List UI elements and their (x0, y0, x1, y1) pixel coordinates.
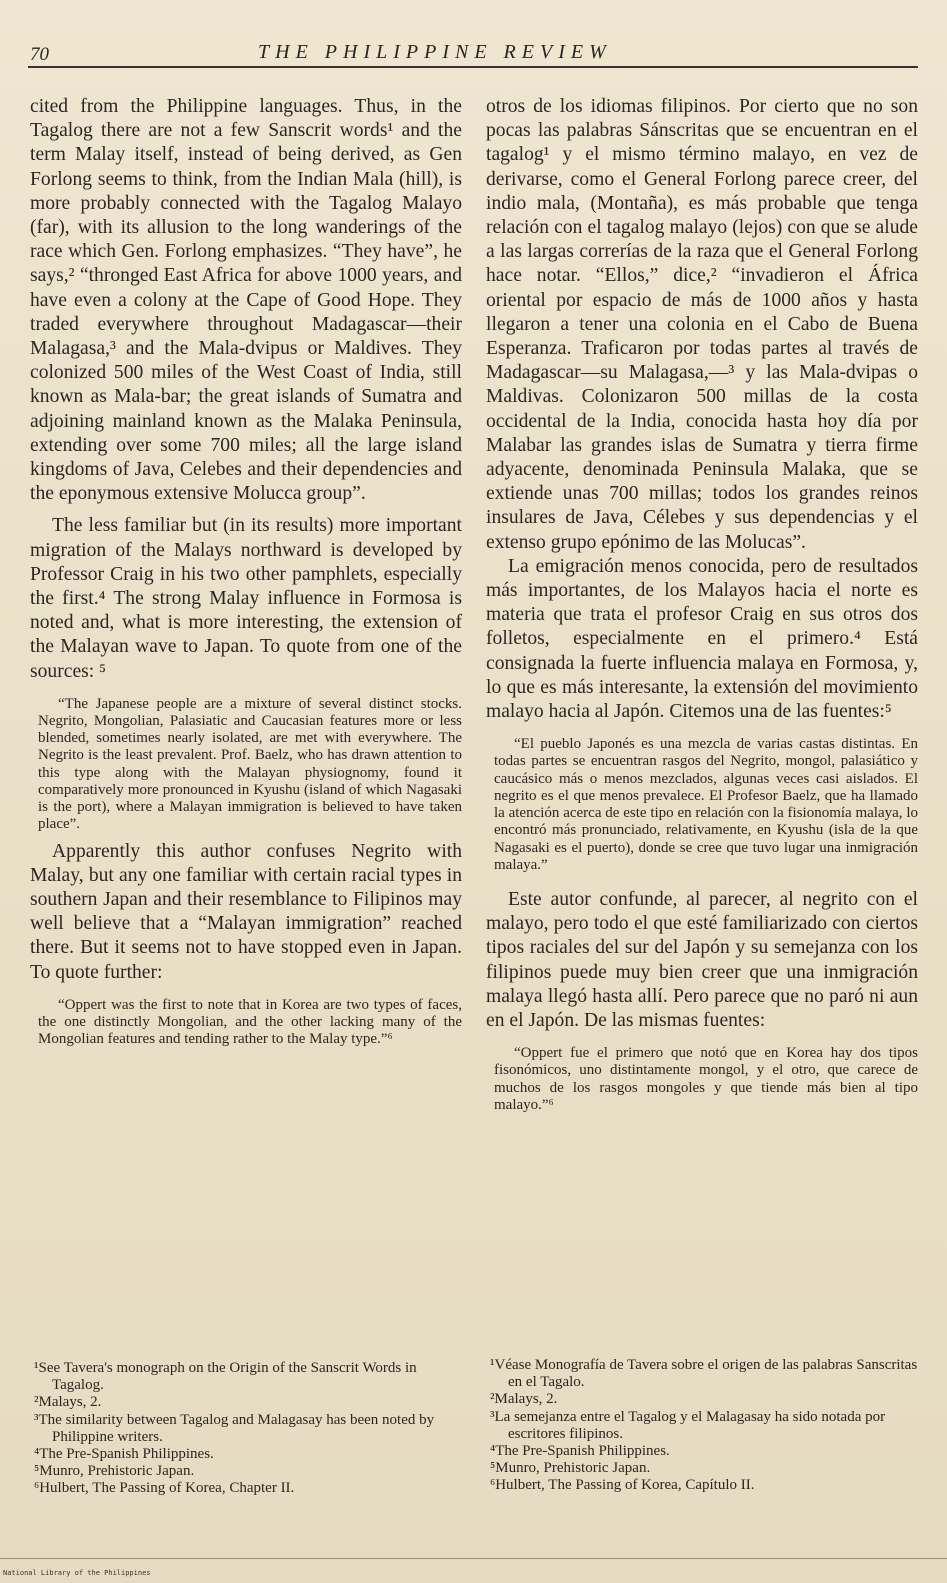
footnote: ⁴The Pre-Spanish Philippines. (490, 1443, 670, 1460)
footnote: ²Malays, 2. (490, 1391, 558, 1408)
english-quote-2: “Oppert was the first to note that in Korea are two types of faces, the one distinctly Mongolian, and the other lacking many of the Mongolian features and tending rather to the Malay type.”⁶ (38, 996, 462, 1048)
footnote: ¹Véase Monografía de Tavera sobre el origen de las palabras Sanscritas en el Tagalo. (490, 1357, 918, 1391)
spanish-paragraph-1: otros de los idiomas filipinos. Por cierto que no son pocas las palabras Sánscritas que se encuentran en el tagalog¹ y el mismo término malayo, en vez de derivarse, como el General Forlong parece creer, del indio mala, (Montaña), es más probable que tenga relación con el tagalog malayo (lejos) con que se alude a las largas correrías de la raza que el General Forlong hace notar. “Ellos,” dice,² “invadieron el África oriental por espacio de más de 1000 años y hasta llegaron a tener una colonia en el Cabo de Buena Esperanza. Traficaron por todas partes al través de Madagascar—su Malagasa,—³ y las Mala-dvipas o Maldivas. Colonizaron 500 millas de la costa occidental de la India, conocida hasta hoy día por Malabar las grandes islas de Sumatra y tierra firme adyacente, denominada Peninsula Malaka, que se extiende unas 700 millas; todos los grandes reinos insulares de Java, Célebes y sus dependencias y el extenso grupo epónimo de las Molucas”. (486, 96, 918, 553)
footnote: ⁵Munro, Prehistoric Japan. (34, 1463, 195, 1480)
page-number: 70 (30, 44, 49, 65)
footnote: ¹See Tavera's monograph on the Origin of the Sanscrit Words in Tagalog. (34, 1360, 417, 1394)
header-rule (28, 66, 918, 68)
english-paragraph-1: cited from the Philippine languages. Thus, in the Tagalog there are not a few Sanscrit words¹ and the term Malay itself, instead of being derived, as Gen Forlong seems to think, from the Indian Mala (hill), is more probably connected with the Tagalog Malayo (far), with its allusion to the long wanderings of the race which Gen. Forlong emphasizes. “They have”, he says,² “thronged East Africa for above 1000 years, and have even a colony at the Cape of Good Hope. They traded everywhere throughout Madagascar—their Malagasa,³ and the Mala-dvipus or Maldives. They colonized 500 miles of the West Coast of India, still known as Mala-bar; the great islands of Sumatra and adjoining mainland known as the Malaka Peninsula, extending over some 700 miles; all the large island kingdoms of Java, Celebes and their dependencies and the eponymous extensive Molucca group”. (30, 96, 462, 505)
spanish-quote-1: “El pueblo Japonés es una mezcla de varias castas distintas. En todas partes se encuentran rasgos del Negrito, mongol, palasiático y caucásico más o menos mezclados, algunas veces casi aislados. El negrito es el que menos prevalece. El Profesor Baelz, que ha llamado la atención acerca de este tipo en relación con la fisionomía malaya, lo encontró más pronunciado, relativamente, en Kyushu (isla de la que Nagasaki es el puerto), donde se cree que tuvo lugar una inmigración malaya.” (494, 736, 918, 873)
footnote: ⁶Hulbert, The Passing of Korea, Chapter II. (34, 1480, 295, 1497)
english-paragraph-3: Apparently this author confuses Negrito with Malay, but any one familiar with certain racial types in southern Japan and their resemblance to Filipinos may well believe that a “Malayan immigration” reached there. But it seems not to have stopped even in Japan. To quote further: (30, 840, 462, 983)
footnote: ⁵Munro, Prehistoric Japan. (490, 1460, 651, 1477)
footnote: ³La semejanza entre el Tagalog y el Malagasay ha sido notada por escritores filipinos. (490, 1408, 886, 1442)
page-bottom-edge (0, 1558, 947, 1559)
footnote: ³The similarity between Tagalog and Malagasay has been noted by Philippine writers. (34, 1411, 435, 1445)
footnote: ⁴The Pre-Spanish Philippines. (34, 1446, 214, 1463)
library-watermark: National Library of the Philippines (3, 1569, 151, 1577)
english-paragraph-2: The less familiar but (in its results) more important migration of the Malays northward is developed by Professor Craig in his two other pamphlets, especially the first.⁴ The strong Malay influence in Formosa is noted and, what is more interesting, the extension of the Malayan wave to Japan. To quote from one of the sources: ⁵ (30, 515, 462, 682)
spanish-paragraph-3: Este autor confunde, al parecer, al negrito con el malayo, pero todo el que esté familiarizado con ciertos tipos raciales del sur del Japón y su semejanza con los filipinos puede muy bien creer que una inmigración malaya llegó hasta allí. Pero parece que no paró ni aun en el Japón. De las mismas fuentes: (486, 888, 918, 1031)
spanish-paragraph-2: La emigración menos conocida, pero de resultados más importantes, de los Malayos hacia el norte es materia que trata el profesor Craig en sus otros dos folletos, especialmente en el primero.⁴ Está consignada la fuerte influencia malaya en Formosa, y, lo que es más interesante, la extensión del movimiento malayo hacia al Japón. Citemos una de las fuentes:⁵ (486, 555, 918, 723)
running-title: THE PHILIPPINE REVIEW (258, 41, 612, 63)
spanish-column (486, 95, 918, 1120)
english-quote-1: “The Japanese people are a mixture of several distinct stocks. Negrito, Mongolian, Palasiatic and Caucasian features more or less blended, sometimes nearly isolated, are met with everywhere. The Negrito is the least prevalent. Prof. Baelz, who has drawn attention to this type along with the Malayan physiognomy, found it comparatively more pronounced in Kyushu (island of which Nagasaki is the port), where a Malayan immigration is believed to have taken place”. (38, 695, 462, 833)
english-column (30, 95, 462, 1054)
spanish-quote-2: “Oppert fue el primero que notó que en Korea hay dos tipos fisonómicos, uno distintamente mongol, y el otro, que carece de muchos de los rasgos mongoles y que tiende más bien al tipo malayo.”⁶ (494, 1045, 918, 1113)
spanish-footnotes (486, 1357, 918, 1495)
footnote: ⁶Hulbert, The Passing of Korea, Capítulo II. (490, 1477, 755, 1494)
english-footnotes (30, 1360, 462, 1498)
footnote: ²Malays, 2. (34, 1394, 102, 1411)
